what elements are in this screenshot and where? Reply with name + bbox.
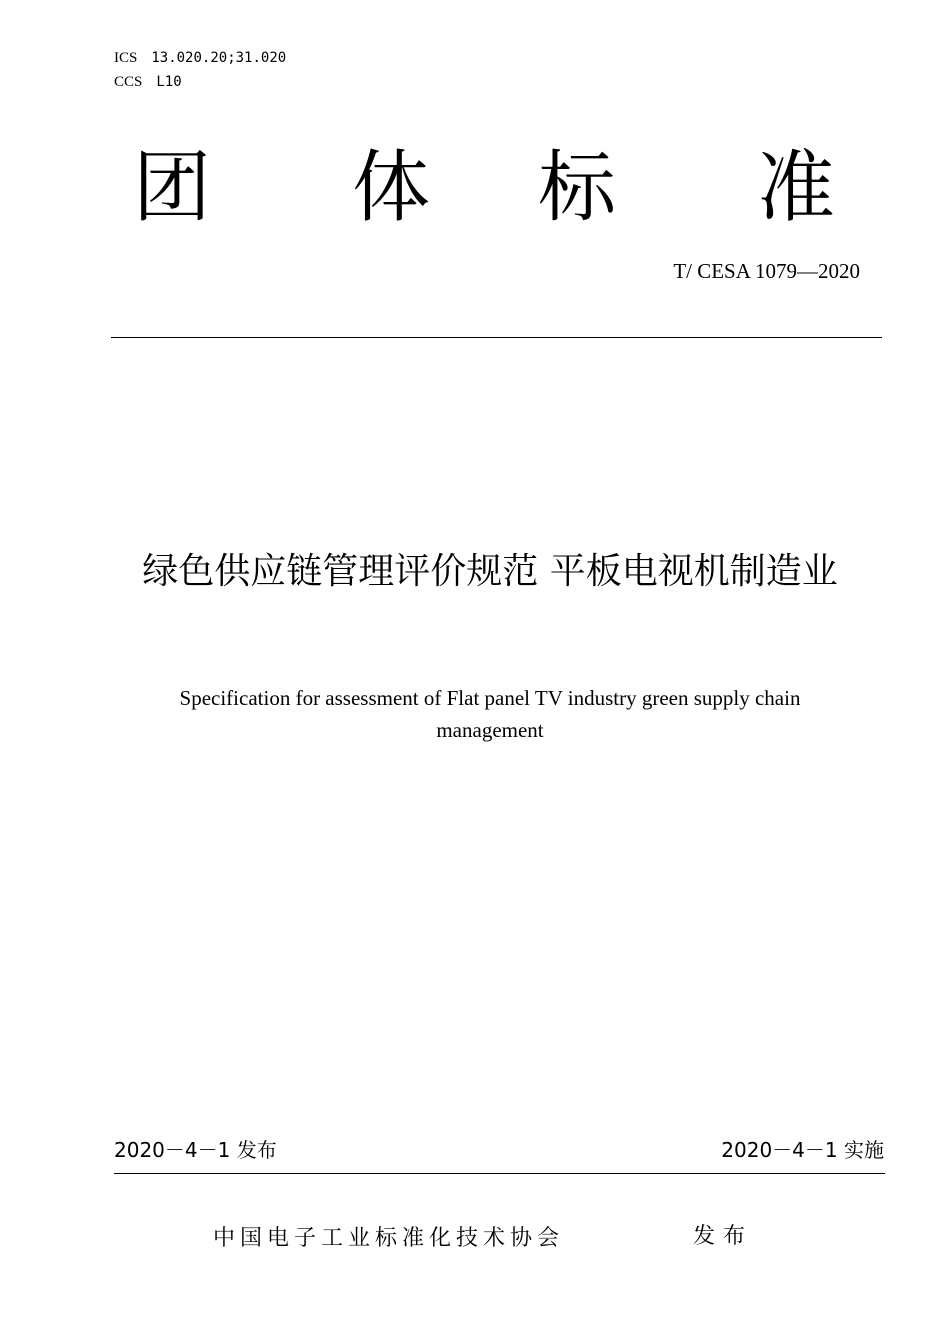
implementation-date: 2020－4－1 实施 — [721, 1138, 884, 1162]
standard-type-char-1: 团 — [133, 143, 212, 233]
ccs-value: L10 — [156, 74, 182, 90]
standard-type-char-3: 标 — [538, 143, 617, 233]
english-title: Specification for assessment of Flat panel TV industry green supply chain management — [179, 686, 801, 742]
bottom-divider — [114, 1173, 885, 1174]
top-divider — [111, 337, 882, 338]
ccs-label: CCS — [114, 74, 143, 90]
ics-label: ICS — [114, 50, 138, 66]
standard-type-char-2: 体 — [352, 143, 431, 233]
publisher-action: 发布 — [693, 1224, 754, 1249]
issue-date: 2020－4－1 发布 — [114, 1138, 277, 1162]
standard-number: T/ CESA 1079—2020 — [673, 259, 860, 283]
publisher-name: 中国电子工业标准化技术协会 — [213, 1226, 565, 1251]
ics-value: 13.020.20;31.020 — [151, 50, 287, 66]
standard-type-char-4: 准 — [757, 143, 836, 233]
chinese-title: 绿色供应链管理评价规范 平板电视机制造业 — [142, 551, 838, 592]
ccs-classification — [114, 73, 182, 91]
standard-type-heading — [0, 142, 950, 234]
ics-classification — [114, 49, 286, 67]
